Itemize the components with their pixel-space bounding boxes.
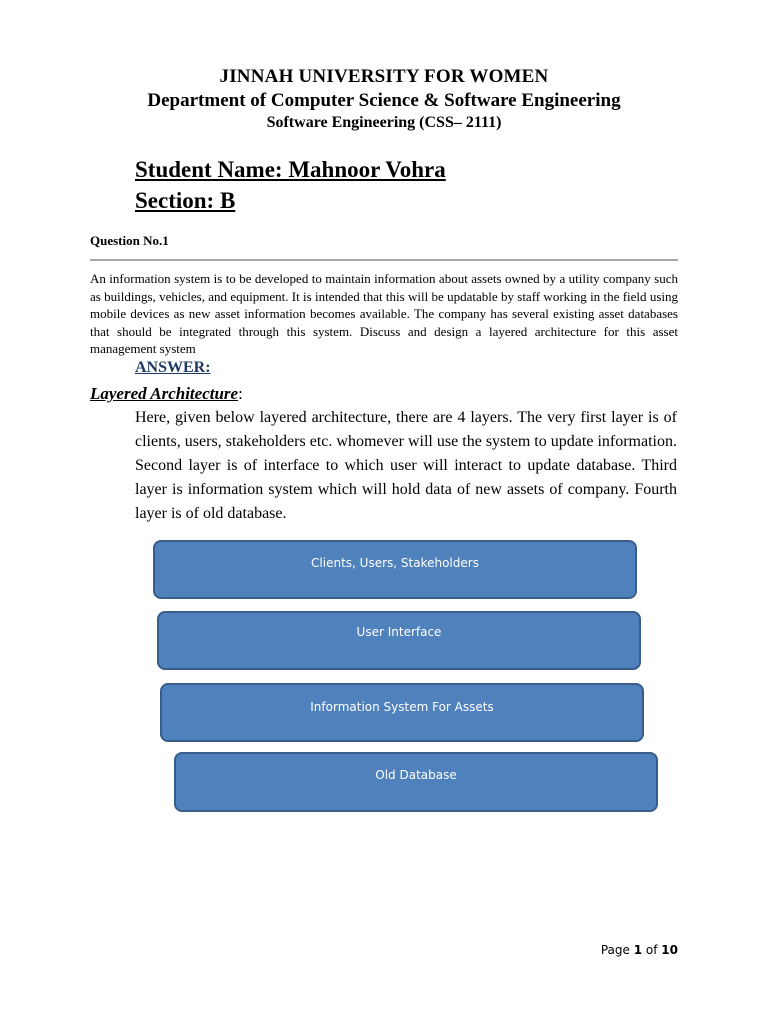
layer-information-system: Information System For Assets [160, 683, 644, 742]
page-number [601, 943, 678, 957]
section-heading-text: Layered Architecture [90, 384, 239, 403]
question-text: An information system is to be developed to maintain information about assets owned by a utility company such as buildings, vehicles, and equipment. It is intended that this will be updatable by staff working in the field using mobile devices as new asset information becomes available. The company has several existing asset databases that should be integrated through this system. Discuss and design a layered architecture for this asset management system [90, 271, 678, 356]
answer-body: Here, given below layered architecture, there are 4 layers. The very first layer is of clients, users, stakeholders etc. whomever will use the system to update information. Second layer is of interface to which user will interact to update database. Third layer is information system which will hold data of new assets of company. Fourth layer is of old database. [135, 409, 677, 522]
section-heading [90, 384, 243, 404]
divider [90, 259, 678, 261]
page-total: 10 [661, 943, 678, 957]
department-title: Department of Computer Science & Software Engineering [147, 90, 621, 111]
section-heading-colon: : [238, 384, 243, 403]
layer-user-interface: User Interface [157, 611, 641, 670]
student-name: Student Name: Mahnoor Vohra [135, 157, 446, 182]
course-title: Software Engineering (CSS– 2111) [266, 114, 502, 131]
student-section: Section: B [135, 188, 236, 213]
question-label: Question No.1 [90, 233, 169, 248]
page-current: 1 [633, 943, 643, 957]
answer-label: ANSWER: [135, 359, 211, 376]
page-word: Page [600, 943, 630, 957]
university-title: JINNAH UNIVERSITY FOR WOMEN [219, 66, 549, 87]
layer-clients: Clients, Users, Stakeholders [153, 540, 637, 599]
of-word: of [645, 943, 658, 957]
layer-old-database: Old Database [174, 752, 658, 812]
